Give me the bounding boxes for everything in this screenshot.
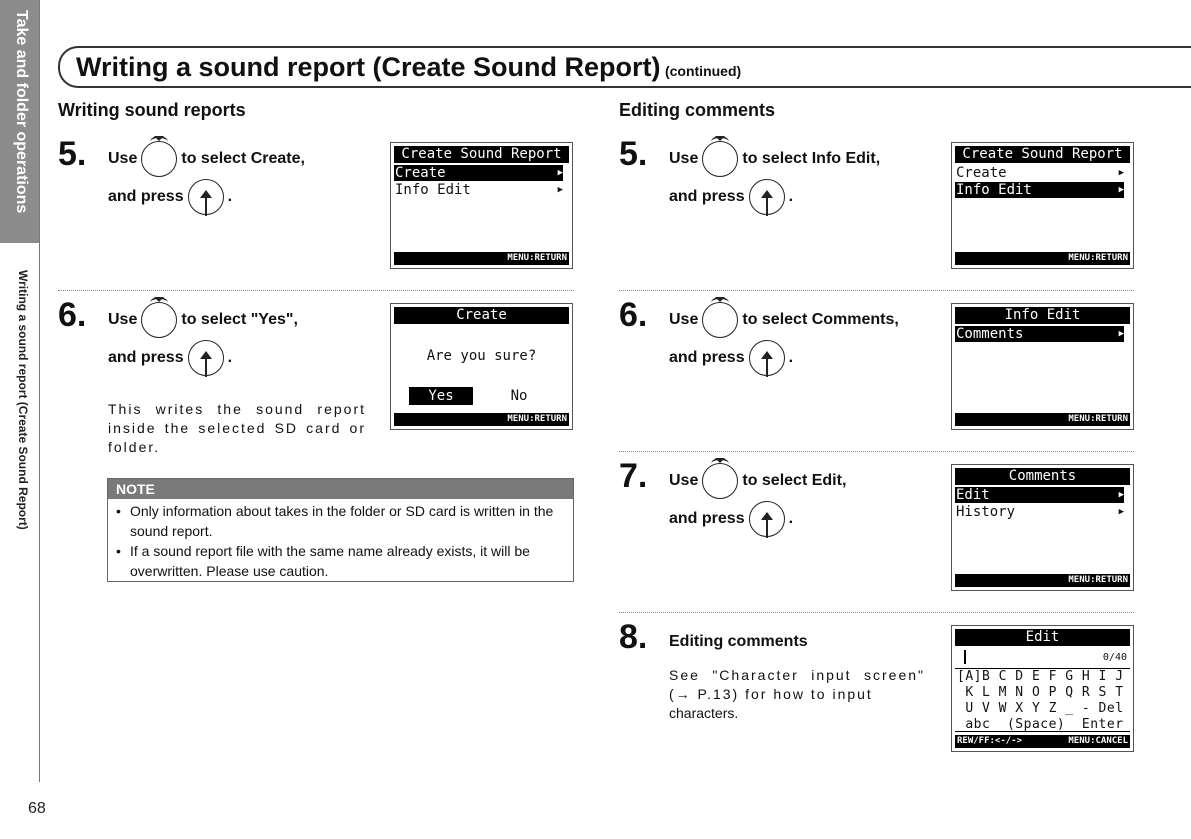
step-instruction: Use to select "Yes",: [108, 302, 298, 338]
confirm-question: Are you sure?: [426, 348, 537, 364]
screen-footer: MENU:RETURN: [955, 574, 1130, 587]
screen-title: Edit: [955, 629, 1130, 646]
screen-footer: MENU:RETURN: [955, 413, 1130, 426]
step-number: 6.: [619, 296, 648, 334]
divider: [619, 290, 1134, 291]
press-icon: [749, 179, 785, 215]
step-press: and press .: [669, 501, 793, 537]
screen-create-sound-report-2: [951, 142, 1134, 269]
step-instruction: Use to select Info Edit,: [669, 141, 880, 177]
left-heading: Writing sound reports: [58, 100, 246, 120]
step-number: 6.: [58, 296, 87, 334]
step-title: Editing comments: [669, 633, 808, 650]
dial-icon: [702, 463, 738, 499]
step-number: 8.: [619, 618, 648, 656]
dial-icon: [141, 141, 177, 177]
screen-footer: MENU:RETURN: [394, 252, 569, 265]
step-number: 5.: [58, 135, 87, 173]
character-grid: [955, 668, 1130, 732]
chapter-label: Take and folder operations: [13, 10, 30, 214]
screen-info-edit: [951, 303, 1134, 430]
option-yes: Yes: [409, 387, 473, 405]
page-title: [58, 46, 1191, 88]
screen-title: Info Edit: [955, 307, 1130, 324]
key-row: abc (Space) Enter: [957, 717, 1124, 732]
dial-icon: [702, 302, 738, 338]
note-box: [107, 478, 574, 582]
step-description: See "Character input screen" (→ P.13) for how to input: [669, 667, 925, 702]
note-label: NOTE: [108, 479, 573, 499]
chapter-tab: [0, 0, 39, 243]
screen-create-confirm: [390, 303, 573, 430]
menu-item-create: Create ▶: [395, 165, 563, 181]
press-icon: [188, 179, 224, 215]
step-instruction: Use to select Comments,: [669, 302, 899, 338]
dial-icon: [141, 302, 177, 338]
screen-footer: [955, 735, 1130, 748]
menu-item-edit: Edit ▶: [956, 487, 1124, 503]
screen-footer: MENU:RETURN: [394, 413, 569, 426]
step-press: and press .: [108, 179, 232, 215]
page-title-continued: (continued): [664, 63, 742, 79]
note-item: • Only information about takes in the folder or SD card is written in the sound report.: [116, 501, 567, 541]
option-no: No: [510, 388, 528, 404]
section-label: Writing a sound report (Create Sound Report): [16, 270, 30, 530]
menu-item-comments: Comments ▶: [956, 326, 1124, 342]
screen-edit-keyboard: [951, 625, 1134, 752]
step-number: 7.: [619, 457, 648, 495]
divider: [619, 451, 1134, 452]
screen-title: Create Sound Report: [394, 146, 569, 163]
page-number: 68: [28, 800, 46, 817]
press-icon: [749, 501, 785, 537]
char-count: 0/40: [1102, 652, 1127, 663]
menu-item-info-edit: Info Edit ▶: [956, 182, 1124, 198]
text-cursor: [964, 650, 966, 664]
menu-item-create: Create ▶: [956, 165, 1124, 181]
screen-title: Create: [394, 307, 569, 324]
side-rail: [0, 0, 40, 782]
page-title-main: Writing a sound report (Create Sound Report): [76, 52, 661, 82]
screen-comments: [951, 464, 1134, 591]
screen-create-sound-report: [390, 142, 573, 269]
right-heading: Editing comments: [619, 100, 776, 120]
step-press: and press .: [108, 340, 232, 376]
step-press: and press .: [669, 179, 793, 215]
key-row: U V W X Y Z _ - Del: [957, 701, 1124, 716]
step-instruction: Use to select Edit,: [669, 463, 846, 499]
divider: [619, 612, 1134, 613]
footer-left: REW/FF:<-/->: [957, 736, 1023, 746]
step-instruction: Use to select Create,: [108, 141, 305, 177]
press-icon: [749, 340, 785, 376]
note-item: • If a sound report file with the same name already exists, it will be overwritten. Please use caution.: [116, 541, 567, 581]
menu-item-info-edit: Info Edit ▶: [395, 182, 563, 198]
screen-title: Comments: [955, 468, 1130, 485]
dial-icon: [702, 141, 738, 177]
screen-footer: MENU:RETURN: [955, 252, 1130, 265]
divider: [58, 290, 574, 291]
menu-item-history: History ▶: [956, 504, 1124, 520]
footer-right: MENU:CANCEL: [1068, 736, 1128, 746]
press-icon: [188, 340, 224, 376]
key-row: [A]B C D E F G H I J: [957, 669, 1124, 684]
step-description-end: characters.: [669, 705, 739, 721]
step-description: This writes the sound report inside the selected SD card or folder.: [108, 401, 366, 455]
step-number: 5.: [619, 135, 648, 173]
step-press: and press .: [669, 340, 793, 376]
screen-title: Create Sound Report: [955, 146, 1130, 163]
key-row: K L M N O P Q R S T: [957, 685, 1124, 700]
